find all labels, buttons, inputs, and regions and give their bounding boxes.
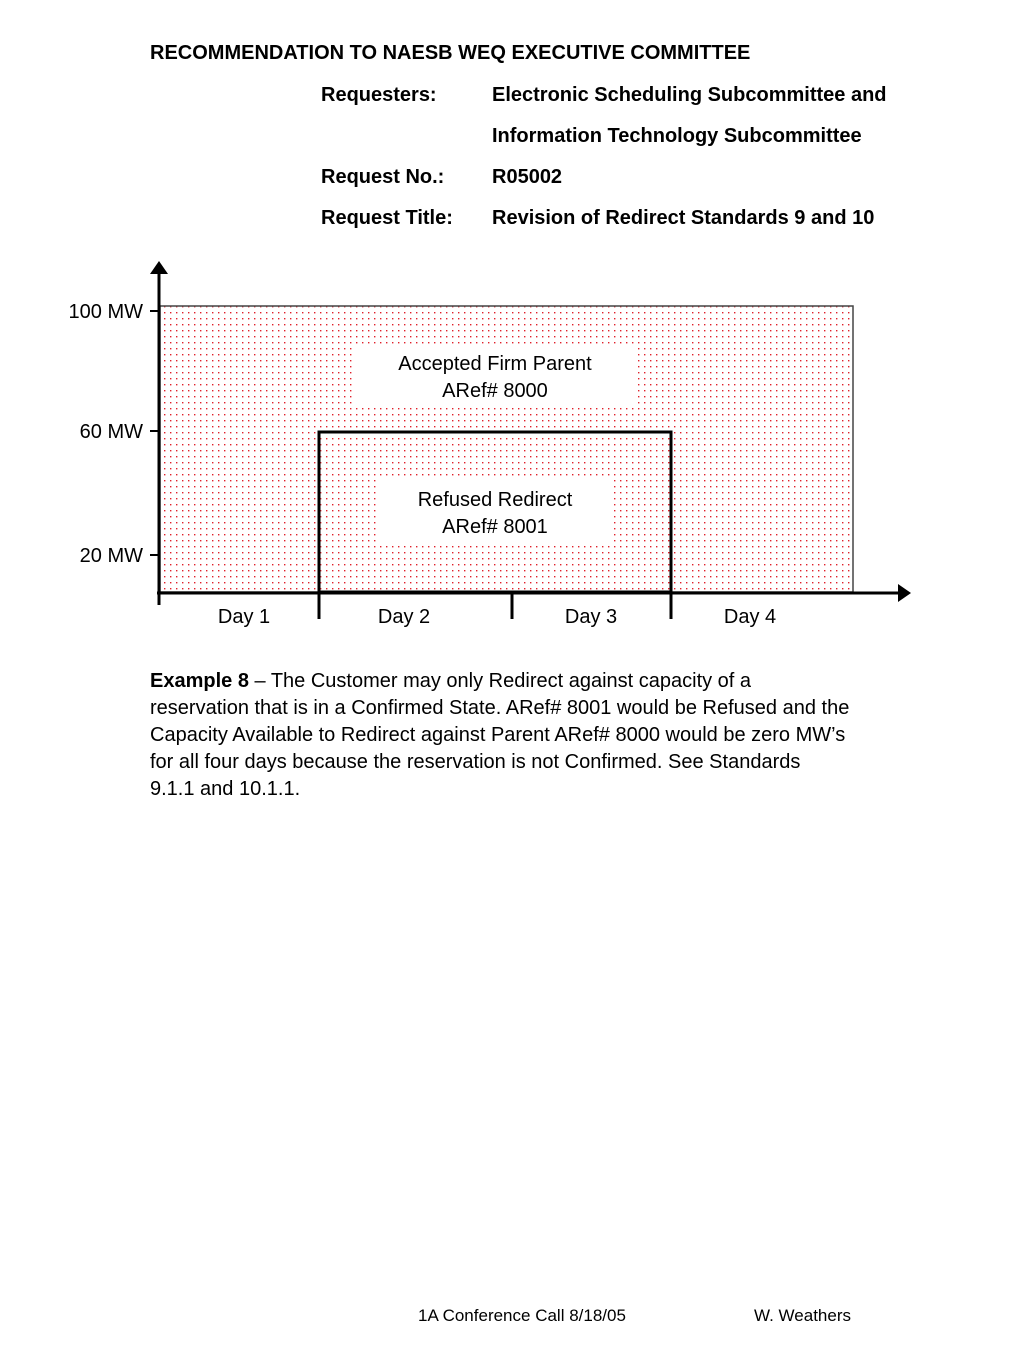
example-text: – The Customer may only Redirect against capacity of a reservation that is in a Confirmed State. ARef# 8001 would be Refused and the Capacity Available to Redirect against Parent ARef# 8000 would be zero MW’s for all four days because the reservation is not Confirmed. See Standards 9.1.1 and 10.1.1. [150,670,850,800]
capacity-diagram [0,250,1024,640]
y-axis-arrow-icon [150,261,168,274]
requesters-value-line2: Information Technology Subcommittee [492,125,862,147]
y-tick-label-100: 100 MW [68,301,143,323]
y-tick-label-20: 20 MW [79,545,143,567]
footer-author: W. Weathers [754,1306,851,1325]
y-tick-label-60: 60 MW [79,421,143,443]
redirect-label-line1: Refused Redirect [417,489,573,511]
footer-meeting: 1A Conference Call 8/18/05 [418,1306,626,1325]
x-axis-arrow-icon [898,584,911,602]
requesters-label: Requesters: [321,84,437,106]
example-heading: Example 8 [150,670,249,692]
request-title-value: Revision of Redirect Standards 9 and 10 [492,207,875,229]
request-title-label: Request Title: [321,207,453,229]
document-title: RECOMMENDATION TO NAESB WEQ EXECUTIVE COMMITTEE [150,42,751,64]
example-paragraph [150,668,850,803]
redirect-label-line2: ARef# 8001 [442,516,548,538]
x-label-day4: Day 4 [723,606,777,628]
x-label-day1: Day 1 [217,606,271,628]
x-label-day2: Day 2 [377,606,431,628]
request-number-value: R05002 [492,166,563,188]
parent-label-line1: Accepted Firm Parent [398,353,592,375]
x-label-day3: Day 3 [564,606,618,628]
requesters-value: Electronic Scheduling Subcommittee and [492,84,887,106]
parent-label-line2: ARef# 8000 [442,380,548,402]
request-number-label: Request No.: [321,166,445,188]
